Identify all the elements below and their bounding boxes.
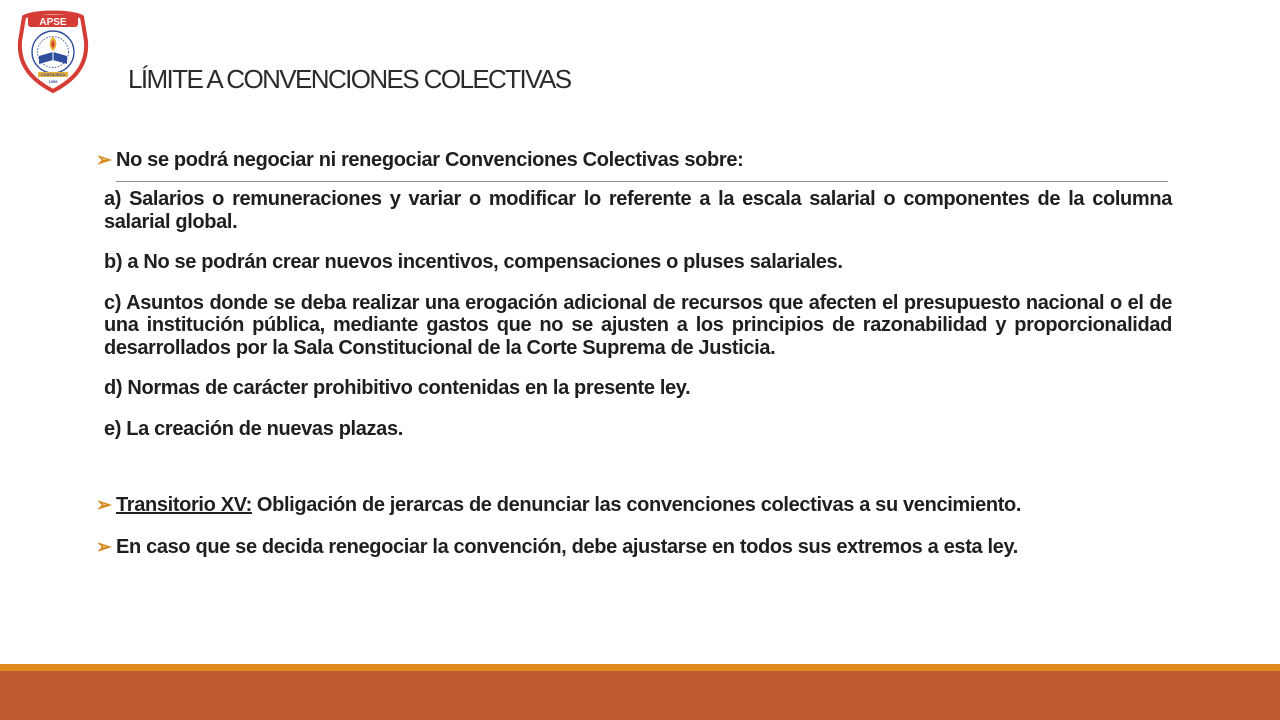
renegotiation-text: En caso que se decida renegociar la convención, debe ajustarse en todos sus extremos a esta ley. xyxy=(116,536,1018,558)
restriction-item-e: e) La creación de nuevas plazas. xyxy=(104,417,403,440)
restriction-item-d: d) Normas de carácter prohibitivo contenidas en la presente ley. xyxy=(104,377,691,399)
transitorio-term: Transitorio XV: xyxy=(116,494,252,516)
footer-orange-band xyxy=(0,664,1280,671)
transitorio-section xyxy=(96,494,1176,559)
slide-title: LÍMITE A CONVENCIONES COLECTIVAS xyxy=(128,64,571,94)
footer-rust-band xyxy=(0,671,1280,720)
restriction-item-b: b) a No se podrán crear nuevos incentivos, compensaciones o pluses salariales. xyxy=(104,251,843,273)
content-divider xyxy=(116,181,1168,182)
transitorio-text: Obligación de jerarcas de denunciar las convenciones colectivas a su vencimiento. xyxy=(256,494,1022,516)
svg-text:COSTA RICA: COSTA RICA xyxy=(40,72,66,77)
main-bullet xyxy=(96,146,1176,174)
arrow-bullet-icon: ➢ xyxy=(96,537,112,558)
svg-text:APSE: APSE xyxy=(39,17,67,28)
slide-content xyxy=(96,146,1176,559)
arrow-bullet-icon: ➢ xyxy=(96,495,112,516)
svg-text:1955: 1955 xyxy=(48,79,58,84)
renegotiation-bullet xyxy=(96,536,1176,559)
restriction-item-c: c) Asuntos donde se deba realizar una erogación adicional de recursos que afecten el presupuesto nacional o el de una institución pública, mediante gastos que no se ajusten a los principios de razonabilidad y proporcionalidad desarrollados por la Sala Constitucional de la Corte Suprema de Justicia. xyxy=(104,291,1172,359)
main-bullet-text: No se podrá negociar ni renegociar Convenciones Colectivas sobre: xyxy=(116,149,744,171)
apse-shield-logo xyxy=(16,8,90,94)
transitorio-bullet xyxy=(96,494,1176,517)
apse-logo xyxy=(16,8,90,94)
restriction-item-a: a) Salarios o remuneraciones y variar o modificar lo referente a la escala salarial o componentes de la columna salarial global. xyxy=(104,188,1172,233)
restriction-list xyxy=(104,188,1172,440)
arrow-bullet-icon: ➢ xyxy=(96,150,112,171)
